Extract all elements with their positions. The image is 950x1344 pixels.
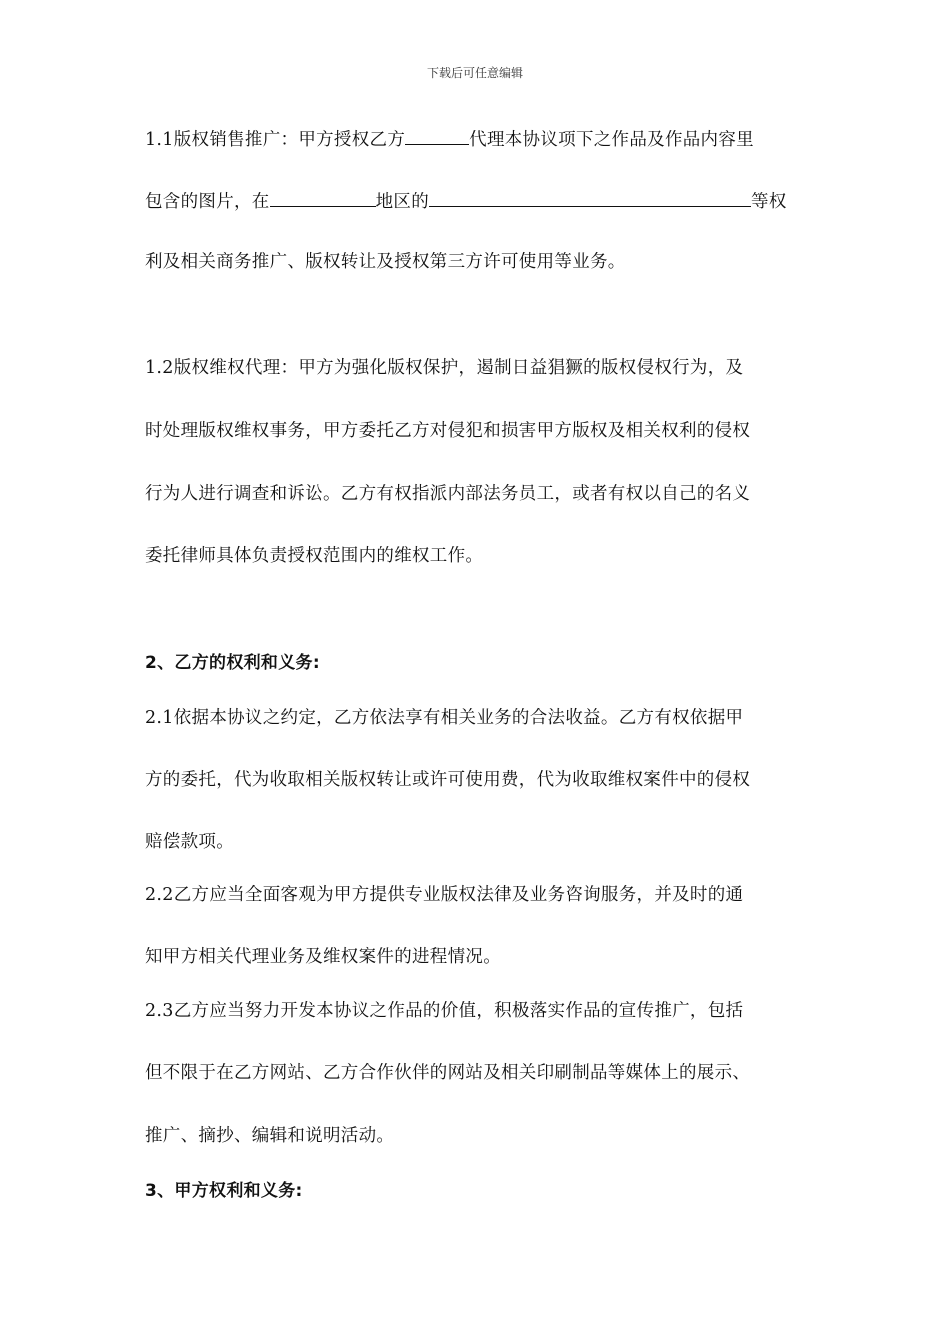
rights-blank: [429, 190, 751, 207]
clause-2-3-line-1: 2.3乙方应当努力开发本协议之作品的价值，积极落实作品的宣传推广，包括: [145, 1001, 744, 1021]
clause-1-1-text-a: 1.1版权销售推广：甲方授权乙方: [145, 130, 406, 150]
section-2-heading: 2、乙方的权利和义务:: [145, 653, 320, 673]
clause-1-2-line-3: 行为人进行调查和诉讼。乙方有权指派内部法务员工，或者有权以自己的名义: [145, 484, 751, 504]
clause-1-2-line-2: 时处理版权维权事务，甲方委托乙方对侵犯和损害甲方版权及相关权利的侵权: [145, 421, 751, 441]
clause-1-1-text-c: 包含的图片，在: [145, 192, 270, 212]
page-header: 下载后可任意编辑: [426, 66, 523, 80]
clause-1-1-text-d: 地区的: [375, 192, 430, 212]
clause-2-1-line-1: 2.1依据本协议之约定，乙方依法享有相关业务的合法收益。乙方有权依据甲: [145, 708, 744, 728]
clause-1-1-line-2: [145, 190, 787, 212]
clause-2-2-line-1: 2.2乙方应当全面客观为甲方提供专业版权法律及业务咨询服务，并及时的通: [145, 885, 744, 905]
clause-2-1-line-3: 赔偿款项。: [145, 832, 234, 852]
clause-1-2-line-1: 1.2版权维权代理：甲方为强化版权保护，遏制日益猖獗的版权侵权行为，及: [145, 358, 744, 378]
clause-2-2-line-2: 知甲方相关代理业务及维权案件的进程情况。: [145, 947, 501, 967]
clause-1-1-line-3: 利及相关商务推广、版权转让及授权第三方许可使用等业务。: [145, 252, 626, 272]
agent-name-blank: [405, 128, 469, 145]
clause-2-1-line-2: 方的委托，代为收取相关版权转让或许可使用费，代为收取维权案件中的侵权: [145, 770, 751, 790]
clause-1-1-line-1: [145, 128, 754, 150]
clause-2-3-line-3: 推广、摘抄、编辑和说明活动。: [145, 1126, 395, 1146]
clause-1-1-text-e: 等权: [751, 192, 787, 212]
region-blank: [270, 190, 376, 207]
clause-1-2-line-4: 委托律师具体负责授权范围内的维权工作。: [145, 546, 484, 566]
section-3-heading: 3、甲方权利和义务:: [145, 1181, 303, 1201]
clause-1-1-text-b: 代理本协议项下之作品及作品内容里: [469, 130, 754, 150]
clause-2-3-line-2: 但不限于在乙方网站、乙方合作伙伴的网站及相关印刷制品等媒体上的展示、: [145, 1063, 751, 1083]
